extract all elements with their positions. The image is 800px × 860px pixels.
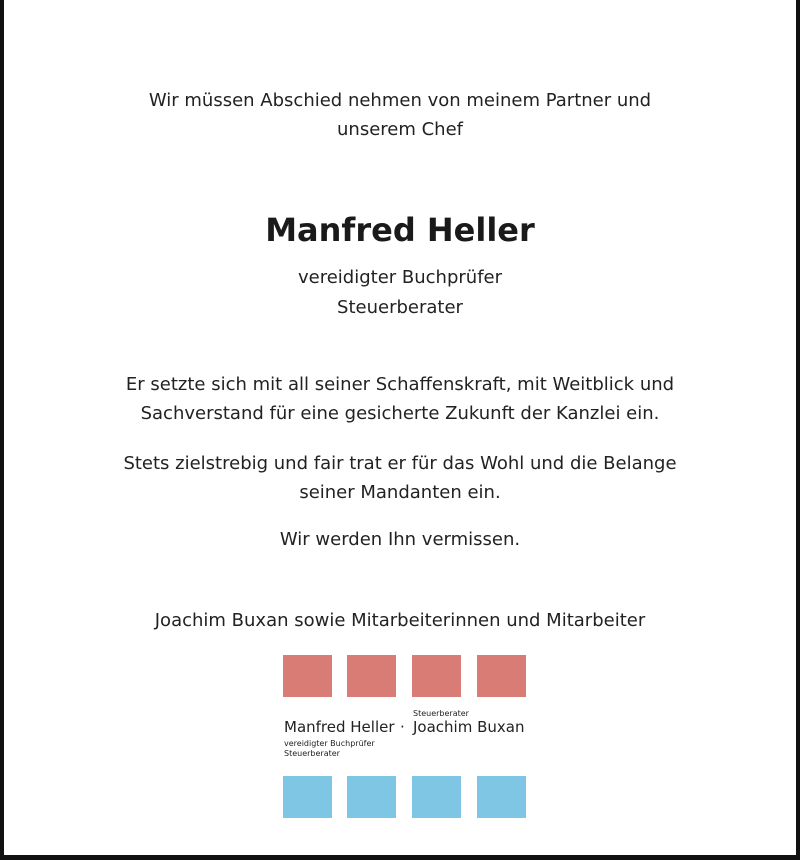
deceased-name: Manfred Heller <box>265 211 535 249</box>
logo-right-label: Steuerberater <box>413 709 469 718</box>
title-line-1: vereidigter Buchprüfer <box>297 267 503 288</box>
paragraph-2-line-2: seiner Mandanten ein. <box>299 482 501 503</box>
signature-line: Joachim Buxan sowie Mitarbeiterinnen und Mitarbeiter <box>154 610 646 631</box>
logo-left-subtitle-1: vereidigter Buchprüfer <box>284 739 375 748</box>
logo-square-top <box>283 655 332 697</box>
title-line-2: Steuerberater <box>337 297 463 318</box>
logo-square-top <box>412 655 461 697</box>
logo-square-bottom <box>477 776 526 818</box>
logo-square-bottom <box>347 776 396 818</box>
logo-square-top <box>347 655 396 697</box>
logo-right-name: Joachim Buxan <box>413 718 525 736</box>
logo-square-bottom <box>283 776 332 818</box>
logo-separator: · <box>400 718 405 736</box>
paragraph-2-line-1: Stets zielstrebig und fair trat er für das Wohl und die Belange <box>123 453 677 474</box>
logo-left-subtitle-2: Steuerberater <box>284 749 340 758</box>
logo-square-top <box>477 655 526 697</box>
logo-left-name: Manfred Heller <box>284 718 395 736</box>
closing-line: Wir werden Ihn vermissen. <box>279 529 521 550</box>
intro-line-1: Wir müssen Abschied nehmen von meinem Partner und <box>148 90 652 111</box>
paragraph-1-line-2: Sachverstand für eine gesicherte Zukunft der Kanzlei ein. <box>140 403 660 424</box>
intro-line-2: unserem Chef <box>337 119 463 140</box>
paragraph-1-line-1: Er setzte sich mit all seiner Schaffenskraft, mit Weitblick und <box>125 374 675 395</box>
logo-square-bottom <box>412 776 461 818</box>
